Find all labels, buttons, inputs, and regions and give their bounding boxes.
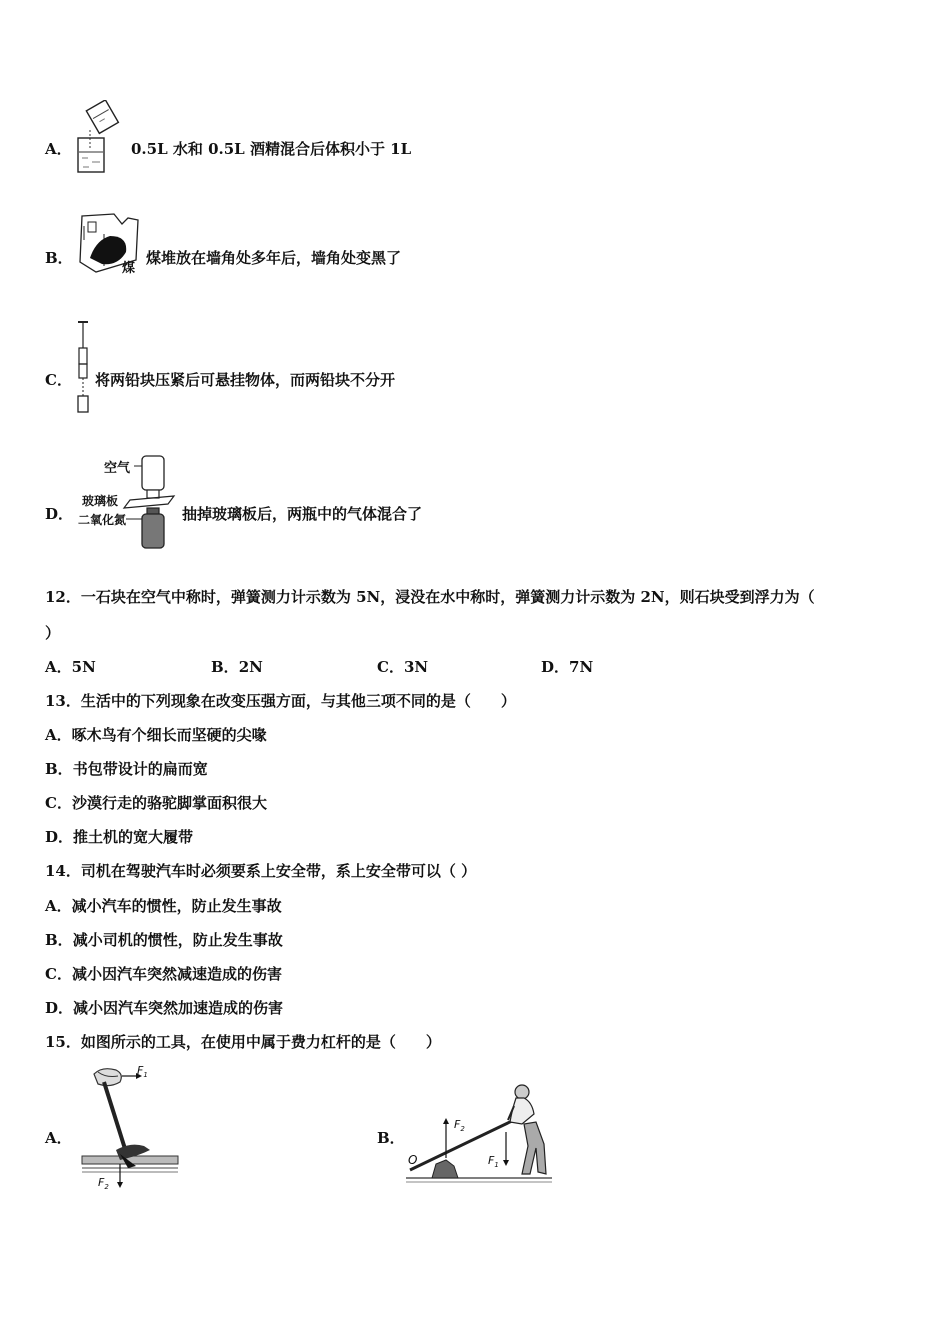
f1-label-b: $F_1$ [488, 1154, 499, 1169]
q11-option-a-text: 0.5L 水和 0.5L 酒精混合后体积小于 1L [131, 140, 412, 158]
f2-label-b: $F_2$ [454, 1118, 465, 1133]
pivot-label: O [408, 1153, 418, 1167]
option-text: 啄木鸟有个细长而坚硬的尖喙 [71, 726, 267, 744]
option-label: A． [45, 1129, 72, 1147]
option-text: 7N [569, 658, 594, 676]
glass-plate-label: 玻璃板 [82, 494, 119, 508]
q13-option-b [45, 759, 208, 779]
no2-label: 二氧化氮 [78, 513, 127, 527]
option-label: D． [541, 658, 570, 676]
q11-option-b [45, 248, 73, 268]
option-label: C． [377, 658, 404, 676]
q14-option-a [45, 896, 282, 916]
option-label: D． [45, 828, 74, 846]
q11-option-c-text: 将两铅块压紧后可悬挂物体，而两铅块不分开 [95, 371, 396, 389]
option-label: B． [377, 1129, 405, 1147]
option-label: C． [45, 371, 72, 389]
q15-stem: 15．如图所示的工具，在使用中属于费力杠杆的是（ ） [45, 1033, 441, 1051]
option-text: 书包带设计的扁而宽 [72, 760, 208, 778]
coal-label: 煤 [122, 261, 136, 276]
crowbar-lever-figure [402, 1080, 558, 1188]
q13-option-c [45, 793, 267, 813]
option-label: B． [45, 931, 73, 949]
f2-label: $F_2$ [98, 1176, 109, 1191]
q15-option-b [377, 1128, 405, 1148]
option-text: 3N [403, 658, 429, 676]
q14-stem: 14．司机在驾驶汽车时必须要系上安全带，系上安全带可以（ ） [45, 862, 477, 880]
q13-option-d [45, 827, 193, 847]
option-label: A． [45, 726, 72, 744]
option-label: D． [45, 999, 74, 1017]
beakers-mixing-figure [74, 100, 126, 174]
option-label: B． [45, 249, 73, 267]
air-label: 空气 [104, 461, 131, 476]
q13-option-a [45, 725, 267, 745]
option-text: 减小因汽车突然减速造成的伤害 [71, 965, 282, 983]
option-text: 减小因汽车突然加速造成的伤害 [73, 999, 284, 1017]
option-text: 减小司机的惯性，防止发生事故 [72, 931, 283, 949]
q15-option-a [45, 1128, 72, 1148]
option-label: B． [211, 658, 239, 676]
q14-option-b [45, 930, 283, 950]
option-label: A． [45, 897, 72, 915]
q12-option-d [541, 657, 593, 677]
option-label: A． [45, 140, 72, 158]
q12-option-a [45, 657, 96, 677]
option-text: 5N [71, 658, 96, 676]
option-label: C． [45, 794, 72, 812]
gas-diffusion-figure [76, 452, 184, 552]
q12-stem-cont: ） [45, 624, 61, 642]
f1-label: $F_1$ [137, 1064, 148, 1079]
option-text: 沙漠行走的骆驼脚掌面积很大 [71, 794, 267, 812]
q11-option-b-text: 煤堆放在墙角处多年后，墙角处变黑了 [146, 249, 402, 267]
q11-option-d-text: 抽掉玻璃板后，两瓶中的气体混合了 [182, 505, 423, 523]
option-label: B． [45, 760, 73, 778]
q14-option-c [45, 964, 282, 984]
option-text: 减小汽车的惯性，防止发生事故 [71, 897, 282, 915]
q11-option-a [45, 139, 72, 159]
option-label: A． [45, 658, 72, 676]
option-label: D． [45, 505, 74, 523]
option-text: 推土机的宽大履带 [73, 828, 194, 846]
q12-option-c [377, 657, 428, 677]
q11-option-c [45, 370, 72, 390]
lead-blocks-figure [70, 318, 96, 416]
nail-puller-lever-figure [80, 1064, 182, 1194]
q12-stem: 12．一石块在空气中称时，弹簧测力计示数为 5N，浸没在水中称时，弹簧测力计示数为 2N，则石块受到浮力为（ [45, 588, 815, 606]
q13-stem: 13．生活中的下列现象在改变压强方面，与其他三项不同的是（ ） [45, 692, 516, 710]
option-label: C． [45, 965, 72, 983]
coal-wall-corner-figure [74, 210, 146, 278]
q12-option-b [211, 657, 263, 677]
option-text: 2N [238, 658, 263, 676]
q14-option-d [45, 998, 283, 1018]
q11-option-d [45, 504, 73, 524]
